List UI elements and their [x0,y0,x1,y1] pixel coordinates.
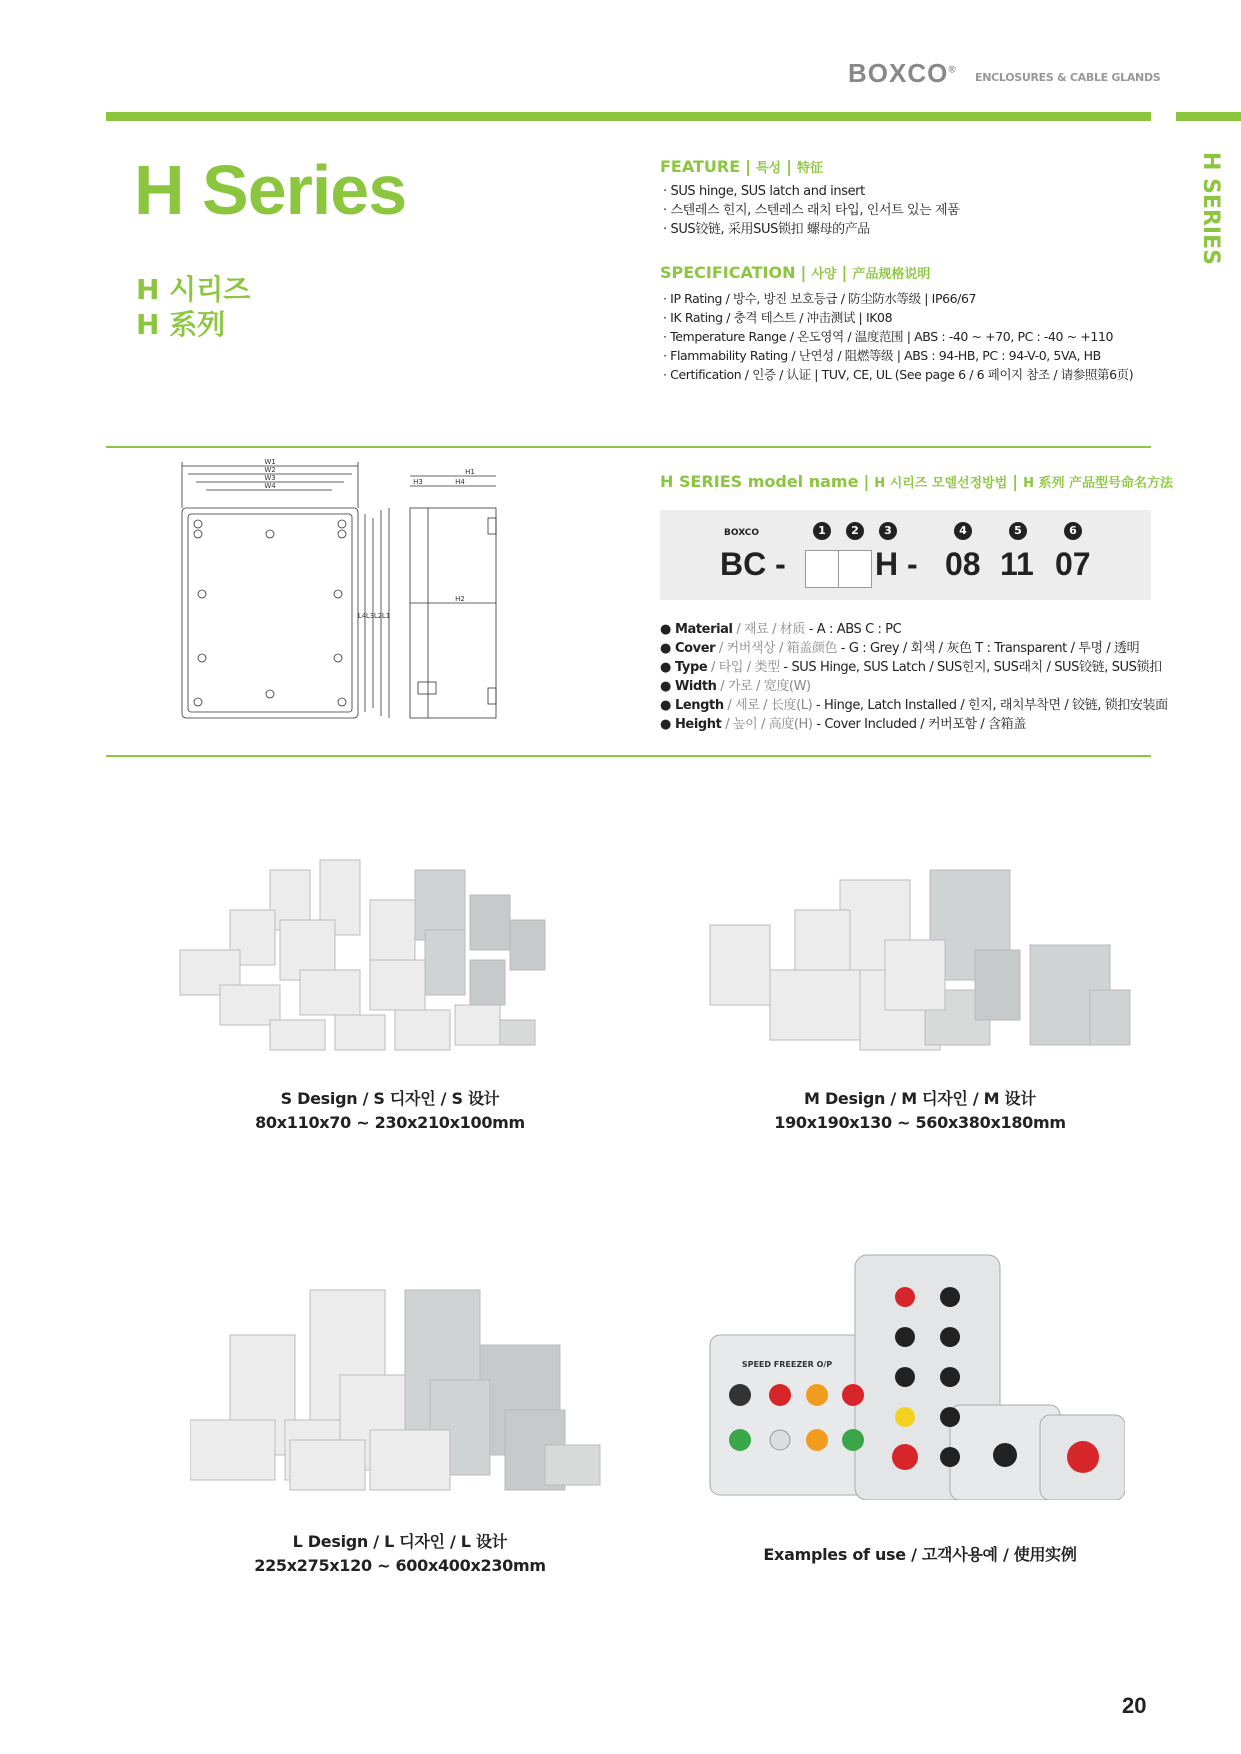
legend-item: ● Type / 타입 / 类型 - SUS Hinge, SUS Latch / SUS힌지, SUS래치 / SUS铰链, SUS锁扣 [660,658,1168,677]
side-tab-label: H SERIES [1198,152,1223,265]
spec-item: · Flammability Rating / 난연성 / 阻燃等级 | ABS : 94-HB, PC : 94-V-0, 5VA, HB [663,346,1133,365]
dim-label: H3 [413,478,423,486]
dim-label: W3 [264,474,276,482]
feature-item: · SUS hinge, SUS latch and insert [663,182,959,201]
dim-label: H2 [455,595,465,603]
spec-item: · Certification / 인증 / 认证 | TUV, CE, UL (See page 6 / 6 페이지 참조 / 请参照第6页) [663,365,1133,384]
dim-label: H4 [455,478,465,486]
specification-list [663,289,1133,384]
dim-label: L2 [373,612,383,620]
model-number-badge: 4 [954,522,972,540]
dim-label: L1 [381,612,391,620]
header-rule [106,112,1151,121]
legend-item: ● Height / 높이 / 高度(H) - Cover Included / 커버포함 / 含箱盖 [660,715,1168,734]
page-title: H Series [134,151,407,229]
legend-item: ● Cover / 커버색상 / 箱盖颜色 - G : Grey / 회색 / 灰色 T : Transparent / 투명 / 透明 [660,639,1168,658]
feature-heading: FEATURE | 특성 | 特征 [660,157,823,176]
model-legend [660,620,1168,734]
spec-item: · Temperature Range / 온도영역 / 温度范围 | ABS : -40 ~ +70, PC : -40 ~ +110 [663,327,1133,346]
brand-tagline: ENCLOSURES & CABLE GLANDS [975,71,1161,84]
model-slot [838,550,872,588]
model-slot [805,550,839,588]
spec-item: · IP Rating / 방수, 방진 보호등급 / 防尘防水等级 | IP66/67 [663,289,1133,308]
legend-item: ● Width / 가로 / 宽度(W) [660,677,1168,696]
dim-label: W2 [264,466,276,474]
model-name-heading: H SERIES model name | H 시리즈 모델선정방법 | H 系列 产品型号命名方法 [660,472,1174,491]
dim-label: H1 [465,468,475,476]
model-number-badge: 1 [813,522,831,540]
s-design-photo [170,840,610,1060]
m-design-caption: M Design / M 디자인 / M 设计 190x190x130 ~ 560x380x180mm [774,1089,1066,1132]
examples-caption: Examples of use / 고객사용예 / 使用实例 [763,1545,1077,1564]
model-mid: H - [875,546,918,582]
dim-label: W1 [264,458,276,466]
examples-photo [705,1245,1125,1500]
dimension-drawing [170,458,560,748]
l-design-caption: L Design / L 디자인 / L 设计 225x275x120 ~ 600x400x230mm [254,1532,546,1575]
l-design-photo [190,1285,630,1495]
spec-item: · IK Rating / 충격 테스트 / 冲击测试 | IK08 [663,308,1133,327]
feature-item: · SUS铰链, 采用SUS锁扣 螺母的产品 [663,220,959,239]
page-number: 20 [1122,1693,1147,1718]
model-prefix: BC - [720,546,786,582]
model-code: 11 [1000,546,1034,582]
specification-heading: SPECIFICATION | 사양 | 产品规格说明 [660,263,931,282]
feature-item: · 스텐레스 힌지, 스텐레스 래치 타입, 인서트 있는 제품 [663,201,959,220]
page-title-cn: H 系列 [136,308,226,341]
page-title-ko: H 시리즈 [136,273,251,306]
model-number-badge: 6 [1064,522,1082,540]
model-code: 08 [945,546,981,582]
dim-label: L3 [365,612,375,620]
s-design-caption: S Design / S 디자인 / S 设计 80x110x70 ~ 230x210x100mm [255,1089,525,1132]
section-divider [106,446,1151,448]
brand-logo: BOXCO® [848,58,957,88]
legend-item: ● Material / 재료 / 材质 - A : ABS C : PC [660,620,1168,639]
model-code: 07 [1055,546,1091,582]
m-design-photo [700,850,1140,1060]
model-number-badge: 3 [879,522,897,540]
legend-item: ● Length / 세로 / 长度(L) - Hinge, Latch Installed / 힌지, 래치부착면 / 铰链, 锁扣安装面 [660,696,1168,715]
side-tab-rule [1176,112,1241,121]
model-number-badge: 5 [1009,522,1027,540]
dim-label: L4 [357,612,367,620]
model-brand: BOXCO [724,528,760,538]
section-divider [106,755,1151,757]
model-code-box [660,510,1151,600]
feature-list [663,182,959,239]
dim-label: W4 [264,482,276,490]
model-number-badge: 2 [846,522,864,540]
panel-title: SPEED FREEZER O/P [741,1360,833,1369]
